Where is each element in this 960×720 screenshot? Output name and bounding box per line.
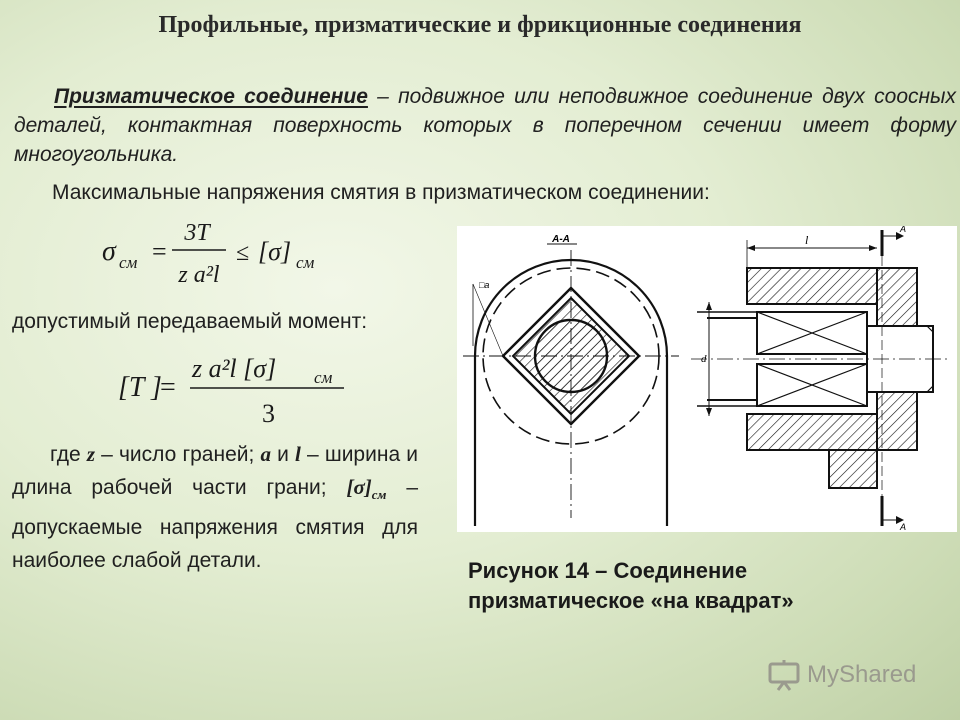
moment-formula (118, 352, 358, 432)
formula1-denominator: z a²l (178, 262, 220, 288)
formula2-eq: = (160, 372, 176, 403)
formula2-numerator-sub: см (314, 368, 333, 387)
cross-section-view (463, 234, 679, 526)
technical-drawing (457, 226, 957, 532)
formula2-denominator: 3 (262, 399, 275, 428)
section-label: А-А (552, 234, 570, 245)
drawing-svg (457, 226, 957, 532)
definition-dash: – (377, 85, 389, 108)
hub-top (747, 268, 877, 304)
caption-line-2: призматическое «на квадрат» (468, 588, 794, 613)
formula1-numerator: 3T (184, 220, 210, 246)
max-stress-text: Максимальные напряжения смятия в призматическом соединении: (52, 181, 710, 204)
l-symbol: l (295, 442, 301, 466)
caption-line-1: Рисунок 14 – Соединение (468, 558, 748, 583)
formula1-leq: ≤ (236, 240, 250, 266)
formula1-lhs-sub: см (119, 253, 138, 272)
where-word: где (50, 443, 81, 466)
presentation-icon (767, 658, 801, 692)
formula1-rhs: [σ] (258, 237, 292, 266)
definition-term: Призматическое соединение (54, 85, 368, 108)
sigma-subscript: см (371, 487, 387, 503)
al-description: – ширина и длина рабочей части грани; (12, 443, 418, 499)
moment-text: допустимый передаваемый момент: (12, 310, 368, 333)
length-label: l (805, 233, 809, 247)
hub-foot (829, 450, 877, 488)
section-arrow-label-bottom: А (900, 522, 907, 532)
side-size-label: □а (479, 280, 490, 290)
shaft-round (535, 320, 607, 392)
hub-bottom (747, 414, 877, 450)
formula1-eq: = (152, 237, 167, 266)
formula2-lhs: [T ] (118, 372, 162, 403)
section-arrow-label-top: А (900, 226, 907, 234)
diameter-label: d (701, 353, 707, 365)
watermark-logo (767, 655, 916, 695)
watermark-text: MyShared (807, 661, 917, 688)
longitudinal-view (691, 226, 951, 532)
flange-top (877, 268, 917, 328)
formula1-lhs: σ (102, 236, 116, 267)
formula1-rhs-sub: см (296, 253, 315, 272)
and-word: и (277, 443, 289, 466)
definition-paragraph (14, 82, 956, 169)
formula2-numerator: z a²l [σ] (192, 354, 277, 383)
flange-bottom (877, 390, 917, 450)
stress-formula (102, 216, 342, 296)
page-title: Профильные, призматические и фрикционные соединения (158, 12, 802, 38)
z-description: – число граней; (101, 443, 255, 466)
sigma-symbol: [σ] (346, 475, 372, 499)
variables-explanation (12, 438, 418, 577)
a-symbol: a (260, 442, 271, 466)
z-symbol: z (86, 442, 95, 466)
definition-text: подвижное или неподвижное соединение двух соосных деталей, контактная поверхность которых в поперечном сечении имеет форму многоугольника. (14, 85, 957, 166)
figure-caption (468, 556, 938, 616)
sigma-description: – допускаемые напряжения смятия для наиболее слабой детали. (12, 476, 418, 573)
